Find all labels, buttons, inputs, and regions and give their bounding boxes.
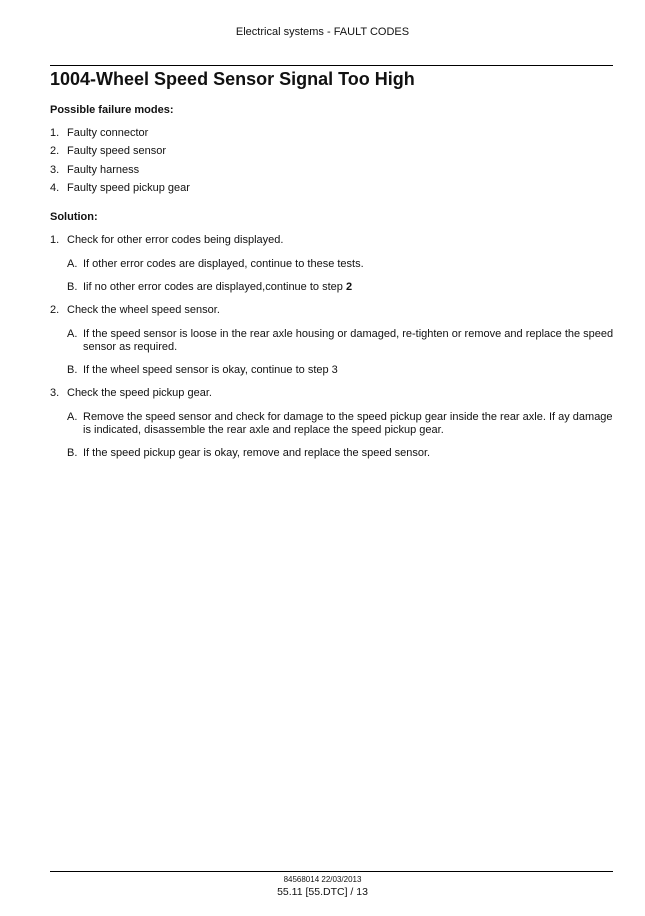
header-divider — [50, 65, 613, 66]
list-text: Faulty harness — [67, 163, 140, 176]
failure-modes-list — [50, 127, 190, 200]
solution-step — [50, 234, 616, 247]
page-number: 55.11 [55.DTC] / 13 — [277, 886, 368, 898]
sub-step-text: If other error codes are displayed, continue to these tests. — [83, 258, 364, 270]
list-number: 1. — [50, 127, 60, 139]
list-number: 2. — [50, 145, 60, 158]
solution-step — [50, 387, 616, 400]
page-header: Electrical systems - FAULT CODES — [235, 26, 410, 38]
sub-step — [67, 411, 616, 437]
step-text: Check for other error codes being displayed. — [67, 234, 284, 246]
sub-step-text: If the speed pickup gear is okay, remove and replace the speed sensor. — [83, 447, 431, 459]
list-text: Faulty speed sensor — [67, 145, 167, 158]
page-title: 1004-Wheel Speed Sensor Signal Too High — [50, 69, 415, 89]
step-number: 2. — [50, 304, 60, 316]
sub-step — [67, 364, 616, 377]
list-number: 4. — [50, 181, 60, 194]
solution-heading: Solution: — [50, 211, 98, 223]
sub-step-text: If the speed sensor is loose in the rear axle housing or damaged, re-tighten or remove and replace the speed sensor as required. — [83, 328, 614, 353]
step-text: Check the wheel speed sensor. — [67, 304, 220, 316]
list-item — [50, 182, 190, 200]
sub-step-letter: B. — [67, 281, 78, 293]
step-reference: 2 — [345, 281, 353, 293]
list-text: Faulty speed pickup gear — [67, 181, 190, 194]
sub-step — [67, 447, 616, 460]
sub-step — [67, 328, 616, 354]
list-item — [50, 145, 190, 163]
sub-step-letter: A. — [67, 328, 78, 340]
list-number: 3. — [50, 163, 60, 176]
sub-step-text: If the wheel speed sensor is okay, continue to step 3 — [83, 364, 338, 376]
sub-step-letter: A. — [67, 258, 78, 270]
sub-step-letter: B. — [67, 447, 78, 459]
list-text: Faulty connector — [67, 127, 149, 139]
sub-step-letter: B. — [67, 364, 78, 376]
sub-step-text: Remove the speed sensor and check for damage to the speed pickup gear inside the rear axle. If ay damage is indicated, disassemble the rear axle and replace the speed pickup gear. — [83, 411, 613, 436]
footer-divider — [50, 871, 613, 872]
list-item — [50, 164, 190, 182]
step-number: 3. — [50, 387, 60, 399]
failure-modes-heading: Possible failure modes: — [50, 104, 174, 116]
sub-step-text-wrap — [83, 281, 616, 294]
list-item — [50, 127, 190, 145]
document-reference: 84568014 22/03/2013 — [283, 875, 362, 884]
sub-step — [67, 281, 616, 294]
sub-step-text: Iif no other error codes are displayed,continue to step — [83, 281, 343, 293]
solution-step — [50, 304, 616, 317]
step-text: Check the speed pickup gear. — [67, 387, 212, 399]
step-number: 1. — [50, 234, 60, 246]
sub-step-letter: A. — [67, 411, 78, 423]
sub-step — [67, 258, 616, 271]
solution-steps — [50, 234, 616, 470]
